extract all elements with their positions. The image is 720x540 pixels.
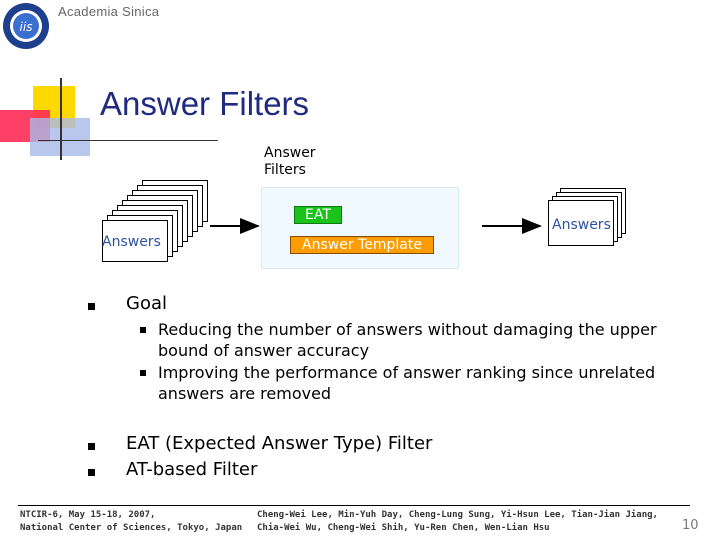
footer-authors-line1: Cheng-Wei Lee, Min-Yuh Day, Cheng-Lung Sung, Yi-Hsun Lee, Tian-Jian Jiang, <box>257 510 658 520</box>
bullet-marker <box>88 303 95 310</box>
bullet-marker <box>140 327 146 333</box>
goal-subpoint-1: Reducing the number of answers without damaging the upper bound of answer accuracy <box>158 320 657 360</box>
slide-title: Answer Filters <box>100 85 310 122</box>
eat-tag: EAT <box>294 206 342 224</box>
answer-template-tag: Answer Template <box>290 236 434 254</box>
input-answers-label: Answers <box>102 234 161 250</box>
footer-rule <box>18 505 690 506</box>
bullet-marker <box>140 370 146 376</box>
footer-authors-line2: Chia-Wei Wu, Cheng-Wei Shih, Yu-Ren Chen, Wen-Lian Hsu <box>257 523 550 533</box>
organization-name: Academia Sinica <box>58 4 160 19</box>
svg-text:iis: iis <box>19 20 33 34</box>
output-answers-label: Answers <box>552 217 611 233</box>
footer-conference-line1: NTCIR-6, May 15-18, 2007, <box>20 510 156 520</box>
bullet-goal: Goal <box>126 293 167 314</box>
footer-conference-line2: National Center of Sciences, Tokyo, Japan <box>20 523 243 533</box>
filters-label-line1: Answer <box>264 145 316 161</box>
bullet-marker <box>88 443 95 450</box>
bullet-eat-filter: EAT (Expected Answer Type) Filter <box>126 433 433 454</box>
filters-label-line2: Filters <box>264 162 306 178</box>
page-number: 10 <box>682 518 699 533</box>
goal-subpoint-2: Improving the performance of answer ranking since unrelated answers are removed <box>158 363 656 403</box>
footer-conference <box>20 509 242 535</box>
footer-authors <box>257 509 658 535</box>
bullet-at-filter: AT-based Filter <box>126 459 258 480</box>
bullet-marker <box>88 469 95 476</box>
